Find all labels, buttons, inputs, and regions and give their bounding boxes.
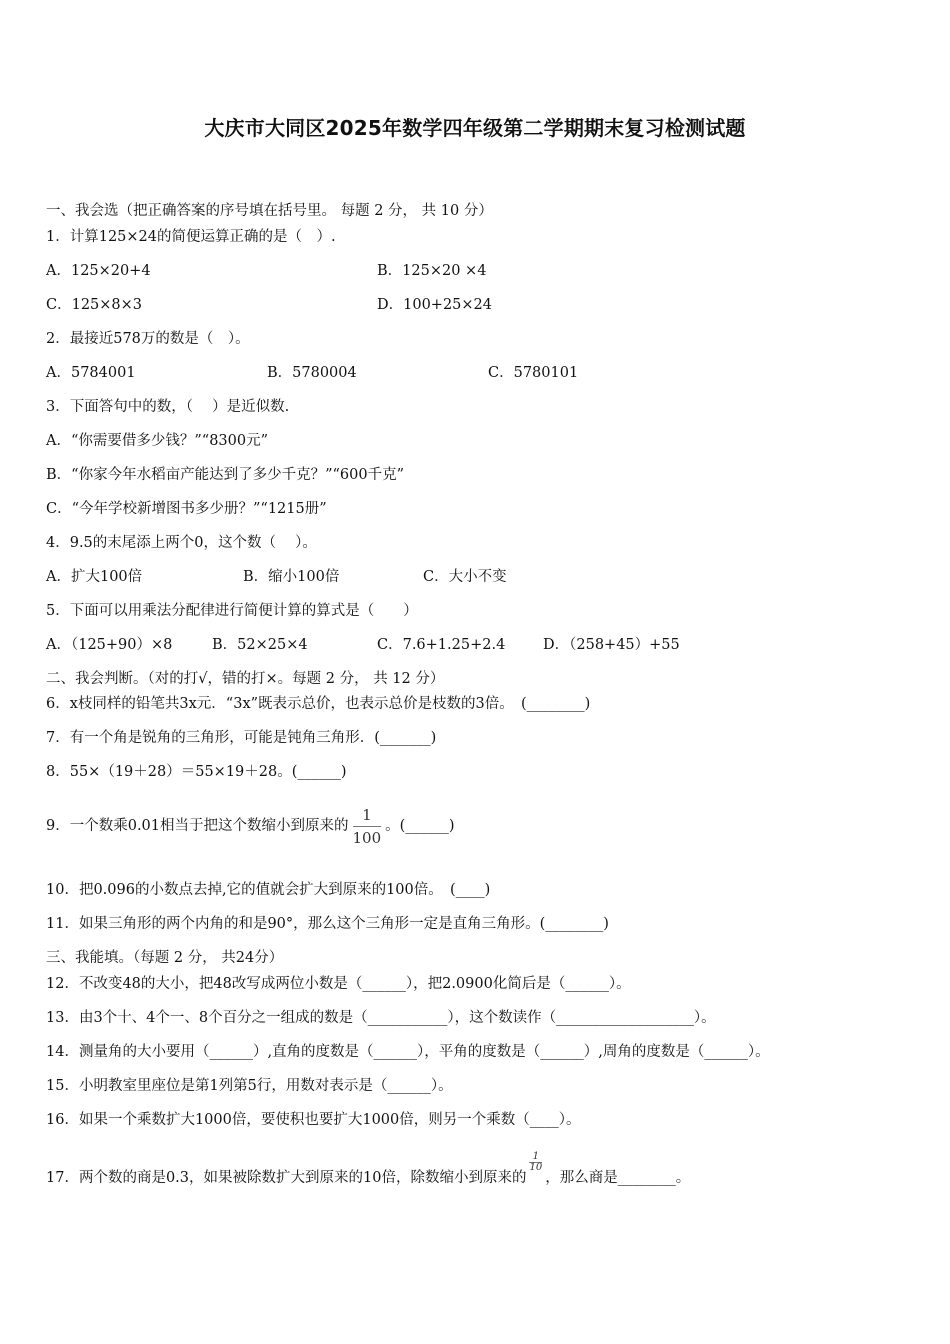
- q5-option-c: C．7.6+1.25+2.4: [377, 637, 506, 653]
- q5-option-a: A．（125+90）×8: [46, 637, 173, 653]
- q5-option-b: B．52×25×4: [212, 637, 308, 653]
- q2-option-c: C．5780101: [488, 365, 579, 381]
- q9-fraction: [353, 806, 382, 847]
- question-15: 15．小明教室里座位是第1列第5行，用数对表示是（______）。: [46, 1078, 453, 1094]
- section3-heading: 三、我能填。（每题 2 分， 共24分）: [46, 950, 284, 966]
- question-14: 14．测量角的大小要用（______）,直角的度数是（______），平角的度数是（______）,周角的度数是（______）。: [46, 1044, 770, 1060]
- question-2: 2．最接近578万的数是（ ）。: [46, 331, 250, 347]
- q4-option-b: B．缩小100倍: [243, 569, 340, 585]
- q4-option-c: C．大小不变: [423, 569, 507, 585]
- section2-heading: 二、我会判断。（对的打√，错的打×。每题 2 分， 共 12 分）: [46, 671, 445, 687]
- q9-fraction-denominator: 100: [352, 828, 382, 847]
- question-3: 3．下面答句中的数，（ ）是近似数.: [46, 399, 290, 415]
- q17-text-before: 17．两个数的商是0.3，如果被除数扩大到原来的10倍，除数缩小到原来的: [46, 1170, 527, 1186]
- question-17: [46, 1150, 690, 1206]
- question-4: 4．9.5的末尾添上两个0，这个数（ ）。: [46, 535, 317, 551]
- question-12: 12．不改变48的大小，把48改写成两位小数是（______），把2.0900化简后是（______）。: [46, 976, 631, 992]
- question-9: [46, 796, 454, 856]
- q3-option-c: C．“今年学校新增图书多少册？”“1215册”: [46, 501, 327, 517]
- question-6: 6．x枝同样的铅笔共3x元．“3x”既表示总价，也表示总价是枝数的3倍。 (________): [46, 696, 591, 712]
- q3-option-a: A．“你需要借多少钱？”“8300元”: [46, 433, 269, 449]
- q9-text-after: 。(______): [385, 818, 455, 834]
- question-13: 13．由3个十、4个一、8个百分之一组成的数是（___________），这个数读作（___________________）。: [46, 1010, 716, 1026]
- q1-option-d: D．100+25×24: [377, 297, 493, 313]
- q4-option-a: A．扩大100倍: [46, 569, 143, 585]
- question-1: 1．计算125×24的简便运算正确的是（ ）.: [46, 229, 336, 245]
- q9-text-before: 9．一个数乘0.01相当于把这个数缩小到原来的: [46, 818, 349, 834]
- q17-fraction-denominator: 10: [529, 1162, 543, 1173]
- q1-option-c: C．125×8×3: [46, 297, 143, 313]
- question-5: 5．下面可以用乘法分配律进行简便计算的算式是（ ）: [46, 603, 418, 619]
- q2-option-b: B．5780004: [267, 365, 357, 381]
- q1-option-a: A．125×20+4: [46, 263, 151, 279]
- question-7: 7．有一个角是锐角的三角形，可能是钝角三角形．(_______): [46, 730, 437, 746]
- q5-option-d: D．（258+45）+55: [543, 637, 680, 653]
- q9-fraction-numerator: 1: [362, 805, 372, 824]
- question-11: 11．如果三角形的两个内角的和是90°，那么这个三角形一定是直角三角形。(________): [46, 916, 609, 932]
- section1-heading: 一、我会选（把正确答案的序号填在括号里。 每题 2 分， 共 10 分）: [46, 203, 493, 219]
- q17-text-after: ，那么商是________。: [545, 1170, 691, 1186]
- q17-fraction-numerator: 1: [532, 1151, 540, 1162]
- q3-option-b: B．“你家今年水稻亩产能达到了多少千克？”“600千克”: [46, 467, 404, 483]
- q17-fraction: [529, 1152, 542, 1173]
- page-title: 大庆市大同区2025年数学四年级第二学期期末复习检测试题: [204, 116, 746, 140]
- question-10: 10．把0.096的小数点去掉,它的值就会扩大到原来的100倍。 (____): [46, 882, 491, 898]
- question-8: 8．55×（19＋28）＝55×19＋28。(______): [46, 764, 347, 780]
- question-16: 16．如果一个乘数扩大1000倍，要使积也要扩大1000倍，则另一个乘数（____）。: [46, 1112, 581, 1128]
- q1-option-b: B．125×20 ×4: [377, 263, 487, 279]
- q2-option-a: A．5784001: [46, 365, 136, 381]
